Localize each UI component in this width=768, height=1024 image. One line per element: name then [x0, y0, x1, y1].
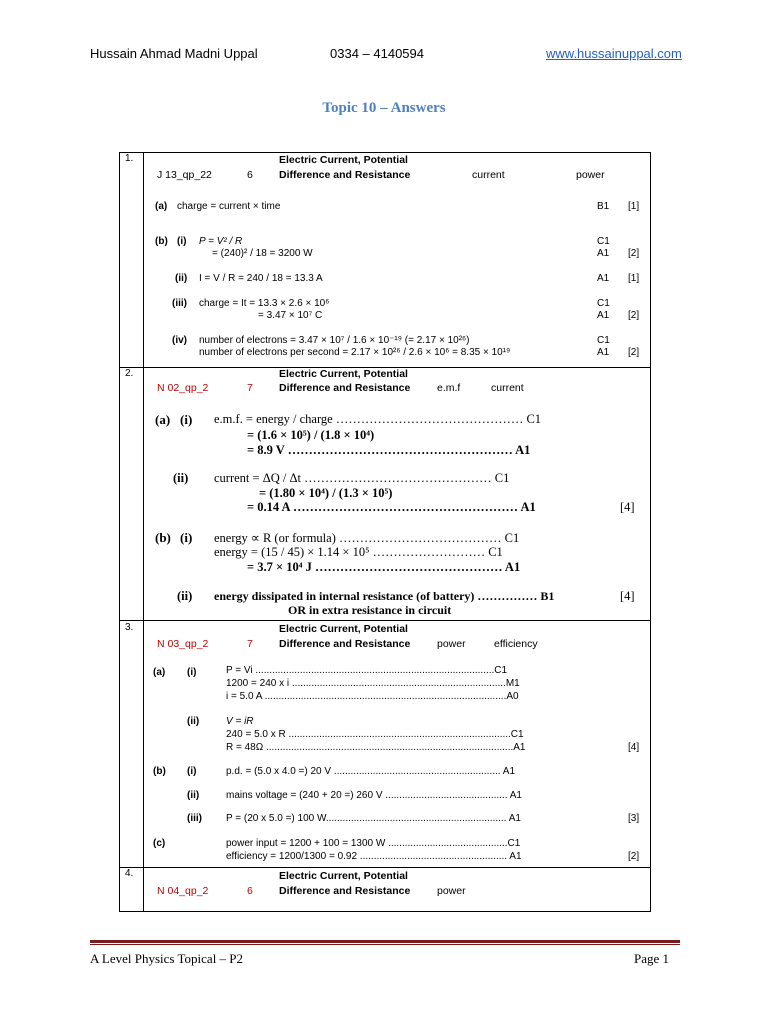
topic-line-2: Difference and Resistance: [279, 169, 411, 181]
answer-line: = 8.9 V ……………………………………………… A1: [247, 443, 531, 457]
mark-total: [2]: [628, 310, 640, 321]
mark-code: B1: [597, 201, 610, 212]
footer-rule-thin: [90, 944, 680, 945]
subpart-label: (ii): [177, 589, 193, 603]
part-label: (a): [153, 667, 166, 678]
answer-line: = 0.14 A ……………………………………………… A1: [247, 500, 536, 514]
question-number: 2.: [125, 368, 134, 379]
part-label: (b): [153, 766, 166, 777]
marks: 7: [247, 382, 253, 394]
subpart-label: (i): [187, 667, 197, 678]
answer-line: P = (20 x 5.0 =) 100 W................................................................. A1: [226, 813, 521, 824]
keyword-2: power: [576, 169, 605, 181]
answer-text: charge = current × time: [177, 201, 281, 212]
table-border-right: [650, 152, 651, 912]
topic-line-2: Difference and Resistance: [279, 382, 411, 394]
mark-total: [2]: [628, 851, 640, 862]
answer-text: I = V / R = 240 / 18 = 13.3 A: [199, 273, 323, 284]
mark-code: A1: [597, 248, 610, 259]
number-column-divider: [143, 152, 144, 912]
topic-line-1: Electric Current, Potential: [279, 368, 408, 380]
marks: 7: [247, 638, 253, 650]
answer-line: energy = (15 / 45) × 1.14 × 10⁵ ……………………… C1: [214, 545, 503, 559]
answer-line: R = 48Ω .........................................................................................A1: [226, 742, 526, 753]
answer-line: energy dissipated in internal resistance (of battery) …………… B1: [214, 589, 555, 603]
answer-line: 1200 = 240 x i .............................................................................M1: [226, 678, 520, 689]
topic-line-1: Electric Current, Potential: [279, 154, 408, 166]
mark-total: [2]: [628, 248, 640, 259]
answer-line: V = iR: [226, 716, 254, 727]
answer-line: P = V² / R: [199, 236, 243, 247]
footer-course: A Level Physics Topical – P2: [90, 951, 244, 966]
part-label: (a): [155, 201, 168, 212]
table-border-top: [119, 152, 651, 153]
mark-code: C1: [597, 335, 610, 346]
keyword-2: current: [491, 382, 524, 394]
paper-reference: N 02_qp_2: [157, 382, 209, 394]
topic-line-2: Difference and Resistance: [279, 885, 411, 897]
marks: 6: [247, 169, 253, 181]
answer-line: power input = 1200 + 100 = 1300 W ...........................................C1: [226, 838, 521, 849]
mark-total: [1]: [628, 201, 640, 212]
paper-reference: N 04_qp_2: [157, 885, 209, 897]
keyword-1: power: [437, 638, 466, 650]
answer-line: P = Vi ......................................................................................C1: [226, 665, 508, 676]
answer-line: = (240)² / 18 = 3200 W: [212, 248, 313, 259]
mark-total: [4]: [620, 500, 635, 514]
mark-code: A1: [597, 310, 610, 321]
part-label: (a): [155, 412, 171, 427]
answer-line: OR in extra resistance in circuit: [288, 603, 452, 617]
part-label: (b): [155, 236, 168, 247]
keyword-1: current: [472, 169, 505, 181]
subpart-label: (i): [187, 766, 197, 777]
mark-code: C1: [597, 298, 610, 309]
paper-reference: N 03_qp_2: [157, 638, 209, 650]
answer-line: e.m.f. = energy / charge ……………………………………… C1: [214, 412, 542, 426]
answer-line: = 3.47 × 10⁷ C: [258, 310, 323, 321]
part-label: (b): [155, 530, 171, 545]
mark-total: [4]: [628, 742, 640, 753]
marks: 6: [247, 885, 253, 897]
subpart-label: (ii): [187, 790, 200, 801]
part-label: (c): [153, 838, 166, 849]
table-border-bottom: [119, 911, 651, 912]
subpart-label: (ii): [173, 471, 189, 485]
footer-rule: [90, 940, 680, 943]
row-divider-3: [119, 867, 651, 868]
answer-line: number of electrons = 3.47 × 10⁷ / 1.6 × 10⁻¹⁹ (= 2.17 × 10²⁶): [199, 335, 470, 346]
answer-line: = (1.6 × 10⁵) / (1.8 × 10⁴): [247, 428, 375, 442]
answer-line: = (1.80 × 10⁴) / (1.3 × 10⁵): [259, 486, 393, 500]
answer-line: current = ΔQ / Δt ……………………………………… C1: [214, 471, 510, 485]
question-number: 1.: [125, 153, 134, 164]
paper-reference: J 13_qp_22: [157, 169, 212, 181]
subpart-label: (iii): [187, 813, 202, 824]
subpart-label: (iii): [172, 298, 187, 309]
author-name: Hussain Ahmad Madni Uppal: [90, 46, 258, 61]
phone-number: 0334 – 4140594: [330, 46, 424, 61]
answer-line: = 3.7 × 10⁴ J ……………………………………… A1: [247, 560, 521, 574]
answer-line: p.d. = (5.0 x 4.0 =) 20 V ............................................................ A1: [226, 766, 515, 777]
topic-line-2: Difference and Resistance: [279, 638, 411, 650]
mark-total: [1]: [628, 273, 640, 284]
topic-line-1: Electric Current, Potential: [279, 623, 408, 635]
keyword-1: power: [437, 885, 466, 897]
answer-line: 240 = 5.0 x R ................................................................................C1: [226, 729, 524, 740]
topic-line-1: Electric Current, Potential: [279, 870, 408, 882]
answer-line: efficiency = 1200/1300 = 0.92 ..................................................... A1: [226, 851, 522, 862]
mark-code: A1: [597, 273, 610, 284]
subpart-label: (i): [180, 412, 193, 427]
question-number: 4.: [125, 868, 134, 879]
page-title: Topic 10 – Answers: [322, 100, 446, 116]
mark-total: [4]: [620, 589, 635, 603]
subpart-label: (i): [177, 236, 187, 247]
page-number: Page 1: [634, 951, 670, 966]
subpart-label: (ii): [187, 716, 200, 727]
website-link[interactable]: www.hussainuppal.com: [546, 46, 682, 61]
mark-total: [3]: [628, 813, 640, 824]
answer-line: mains voltage = (240 + 20 =) 260 V ............................................ A1: [226, 790, 522, 801]
subpart-label: (i): [180, 530, 193, 545]
mark-total: [2]: [628, 347, 640, 358]
mark-code: A1: [597, 347, 610, 358]
answer-line: i = 5.0 A .......................................................................................A0: [226, 691, 519, 702]
keyword-1: e.m.f: [437, 382, 461, 394]
question-number: 3.: [125, 622, 134, 633]
keyword-2: efficiency: [494, 638, 538, 650]
row-divider-2: [119, 620, 651, 621]
table-border-left: [119, 152, 120, 912]
subpart-label: (ii): [175, 273, 188, 284]
mark-code: C1: [597, 236, 610, 247]
answer-line: energy ∝ R (or formula) ………………………………… C1: [214, 531, 520, 545]
subpart-label: (iv): [172, 335, 187, 346]
answer-line: number of electrons per second = 2.17 × 10²⁶ / 2.6 × 10⁶ = 8.35 × 10¹⁹: [199, 347, 511, 358]
answer-line: charge = It = 13.3 × 2.6 × 10⁶: [199, 298, 330, 309]
